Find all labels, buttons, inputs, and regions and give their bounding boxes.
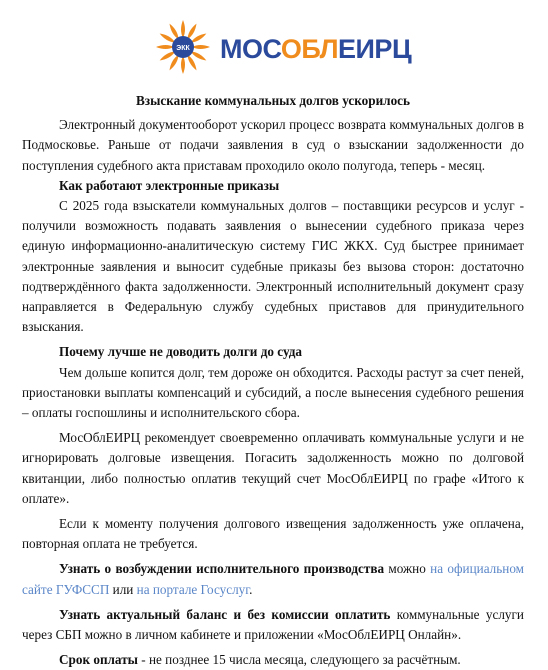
section2-heading: Почему лучше не доводить долги до суда <box>59 344 302 360</box>
brand-part-3: ЕИРЦ <box>338 33 412 64</box>
deadline-text: - не позднее 15 числа месяца, следующего за расчётным. <box>137 652 461 668</box>
sun-emblem-icon <box>148 16 218 78</box>
enforcement-bold: Узнать о возбуждении исполнительного производства <box>59 561 385 577</box>
brand-part-1: МОС <box>220 33 281 64</box>
brand-name <box>220 34 411 65</box>
company-logo <box>148 16 412 78</box>
balance-bold: Узнать актуальный баланс и без комиссии оплатить <box>59 606 391 622</box>
already-paid-paragraph: Если к моменту получения долгового извещения задолженность уже оплачена, повторная оплата не требуется. <box>22 516 524 552</box>
article-title: Взыскание коммунальных долгов ускорилось <box>135 93 411 108</box>
article-body <box>22 91 524 670</box>
emblem-text: ЭКК <box>176 45 190 52</box>
gosuslugi-link[interactable]: на портале Госуслуг <box>136 581 250 597</box>
enforcement-text1: можно <box>384 561 431 577</box>
balance-paragraph <box>22 605 524 645</box>
deadline-paragraph <box>22 650 524 670</box>
recommendation-paragraph: МосОблЕИРЦ рекомендует своевременно оплачивать коммунальные услуги и не игнорировать долговые извещения. Погасить задолженность можно по долговой квитанции, либо полностью оплатив текущий счет МосОблЕИРЦ по графе «Итого к оплате». <box>22 430 524 506</box>
enforcement-end: . <box>249 581 253 597</box>
section1-paragraph: С 2025 года взыскатели коммунальных долгов – поставщики ресурсов и услуг - получили возможность подавать заявления о вынесении судебного приказа через единую информационно-аналитическую систему ГИС ЖКХ. Суд быстрее принимает электронные заявления и выносит судебные приказы без вызова сторон: достаточно подтверждённого факта задолженности. Электронный исполнительный документ сразу направляется в Федеральную службу судебных приставов для принудительного взыскания. <box>22 198 524 335</box>
section2-paragraph: Чем дольше копится долг, тем дороже он обходится. Расходы растут за счет пеней, приостановки выплаты компенсаций и субсидий, а после вынесения судебного решения – оплаты госпошлины и исполнительского сбора. <box>22 364 524 421</box>
intro-paragraph: Электронный документооборот ускорил процесс возврата коммунальных долгов в Подмосковье. Раньше от подачи заявления в суд о взыскании задолженности до поступления судебного акта приставам проходило около полугода, теперь - месяц. <box>22 117 524 173</box>
brand-part-2: ОБЛ <box>280 33 339 64</box>
enforcement-paragraph <box>22 559 524 599</box>
section1-heading: Как работают электронные приказы <box>59 177 280 193</box>
enforcement-text2: или <box>109 581 137 597</box>
deadline-bold: Срок оплаты <box>59 652 138 668</box>
balance-text: коммунальные услуги через СБП можно в личном кабинете и приложении «МосОблЕИРЦ Онлайн». <box>22 606 524 643</box>
gufssp-link[interactable]: на официальном сайте ГУФССП <box>22 561 525 597</box>
